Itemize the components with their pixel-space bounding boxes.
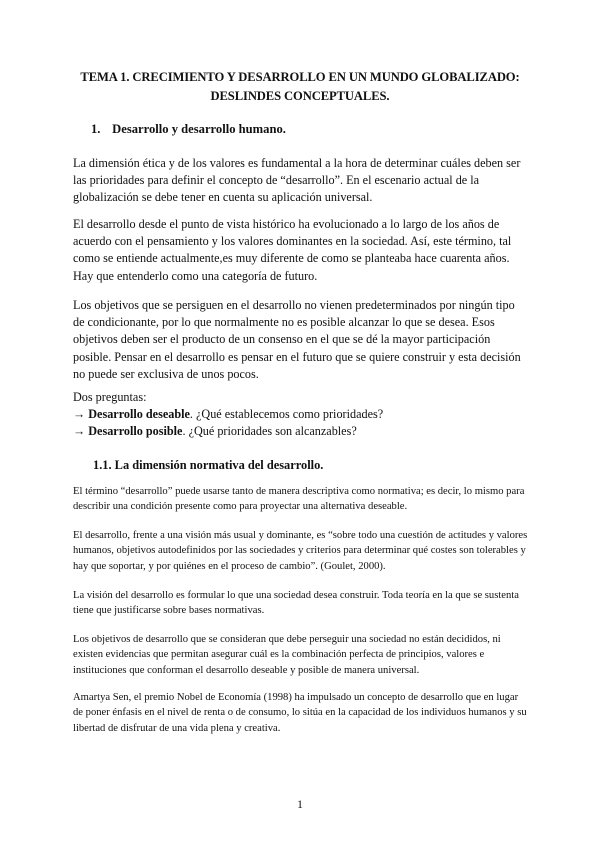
paragraph-amartya-sen: Amartya Sen, el premio Nobel de Economía (1998) ha impulsado un concepto de desarrollo que en lugar de poner énfasis en el nivel de renta o de consumo, lo sitúa en la capacidad de los individuos humanos y su libertad de disfrutar de una vida plena y creativa. bbox=[73, 692, 527, 734]
paragraph-goulet-quote: El desarrollo, frente a una visión más usual y dominante, es “sobre todo una cuestión de actitudes y valores humanos, objetivos autodefinidos por las sociedades y criterios para determinar qué costes son tolerables y hay que soportar, y por quiénes en el proceso de cambio”. (Goulet, 2000). bbox=[73, 530, 528, 572]
question-term: Desarrollo posible bbox=[88, 424, 183, 439]
section-1-number: 1. bbox=[91, 122, 101, 136]
paragraph-objectives: Los objetivos que se persiguen en el desarrollo no vienen predeterminados por ningún tipo de condicionante, por lo que normalmente no es posible alcanzar lo que se desea. Esos objetivos deben ser el producto de un consenso en el que se dé la mayor participación posible. Pensar en el desarrollo es pensar en el futuro que se quiere construir y esta decisión no puede ser exclusiva de unos pocos. bbox=[73, 298, 521, 381]
questions-block bbox=[73, 389, 529, 441]
paragraph-term-usage: El término “desarrollo” puede usarse tanto de manera descriptiva como normativa; es decir, lo mismo para describir una condición presente como para proyectar una alternativa deseable. bbox=[73, 486, 525, 513]
section-1-1-heading: 1.1. La dimensión normativa del desarrollo. bbox=[93, 458, 324, 472]
page-number: 1 bbox=[297, 797, 303, 811]
paragraph-history: El desarrollo desde el punto de vista histórico ha evolucionado a lo largo de los años de acuerdo con el pensamiento y los valores dominantes en la sociedad. Así, este término, tal como se entiende actualmente,es muy diferente de como se planteaba hace cuarenta años. Hay que entenderlo como una categoría de futuro. bbox=[73, 217, 512, 283]
paragraph-vision: La visión del desarrollo es formular lo que una sociedad desea construir. Toda teoría en la que se sustenta tiene que justificarse sobre bases normativas. bbox=[73, 590, 519, 617]
question-item-possible bbox=[73, 423, 529, 440]
section-1-heading bbox=[91, 120, 286, 138]
paragraph-goals: Los objetivos de desarrollo que se consideran que debe perseguir una sociedad no están decididos, ni existen evidencias que permitan asegurar cuál es la combinación perfecta de principios, valores e instituciones que conforman el desarrollo deseable y posible de manera universal. bbox=[73, 634, 501, 676]
questions-intro: Dos preguntas: bbox=[73, 390, 147, 404]
paragraph-ethics: La dimensión ética y de los valores es fundamental a la hora de determinar cuáles deben ser las prioridades para definir el concepto de “desarrollo”. En el escenario actual de la globalización se debe tener en cuenta su aplicación universal. bbox=[73, 156, 521, 205]
document-title: TEMA 1. CRECIMIENTO Y DESARROLLO EN UN MUNDO GLOBALIZADO: DESLINDES CONCEPTUALES. bbox=[80, 70, 520, 103]
question-item-desirable bbox=[73, 406, 529, 423]
section-1-title: Desarrollo y desarrollo humano. bbox=[112, 122, 286, 136]
arrow-right-icon: → bbox=[73, 424, 86, 439]
arrow-right-icon: → bbox=[73, 407, 86, 422]
question-text: . ¿Qué establecemos como prioridades? bbox=[189, 407, 384, 422]
question-term: Desarrollo deseable bbox=[88, 407, 190, 422]
question-text: . ¿Qué prioridades son alcanzables? bbox=[182, 424, 357, 439]
